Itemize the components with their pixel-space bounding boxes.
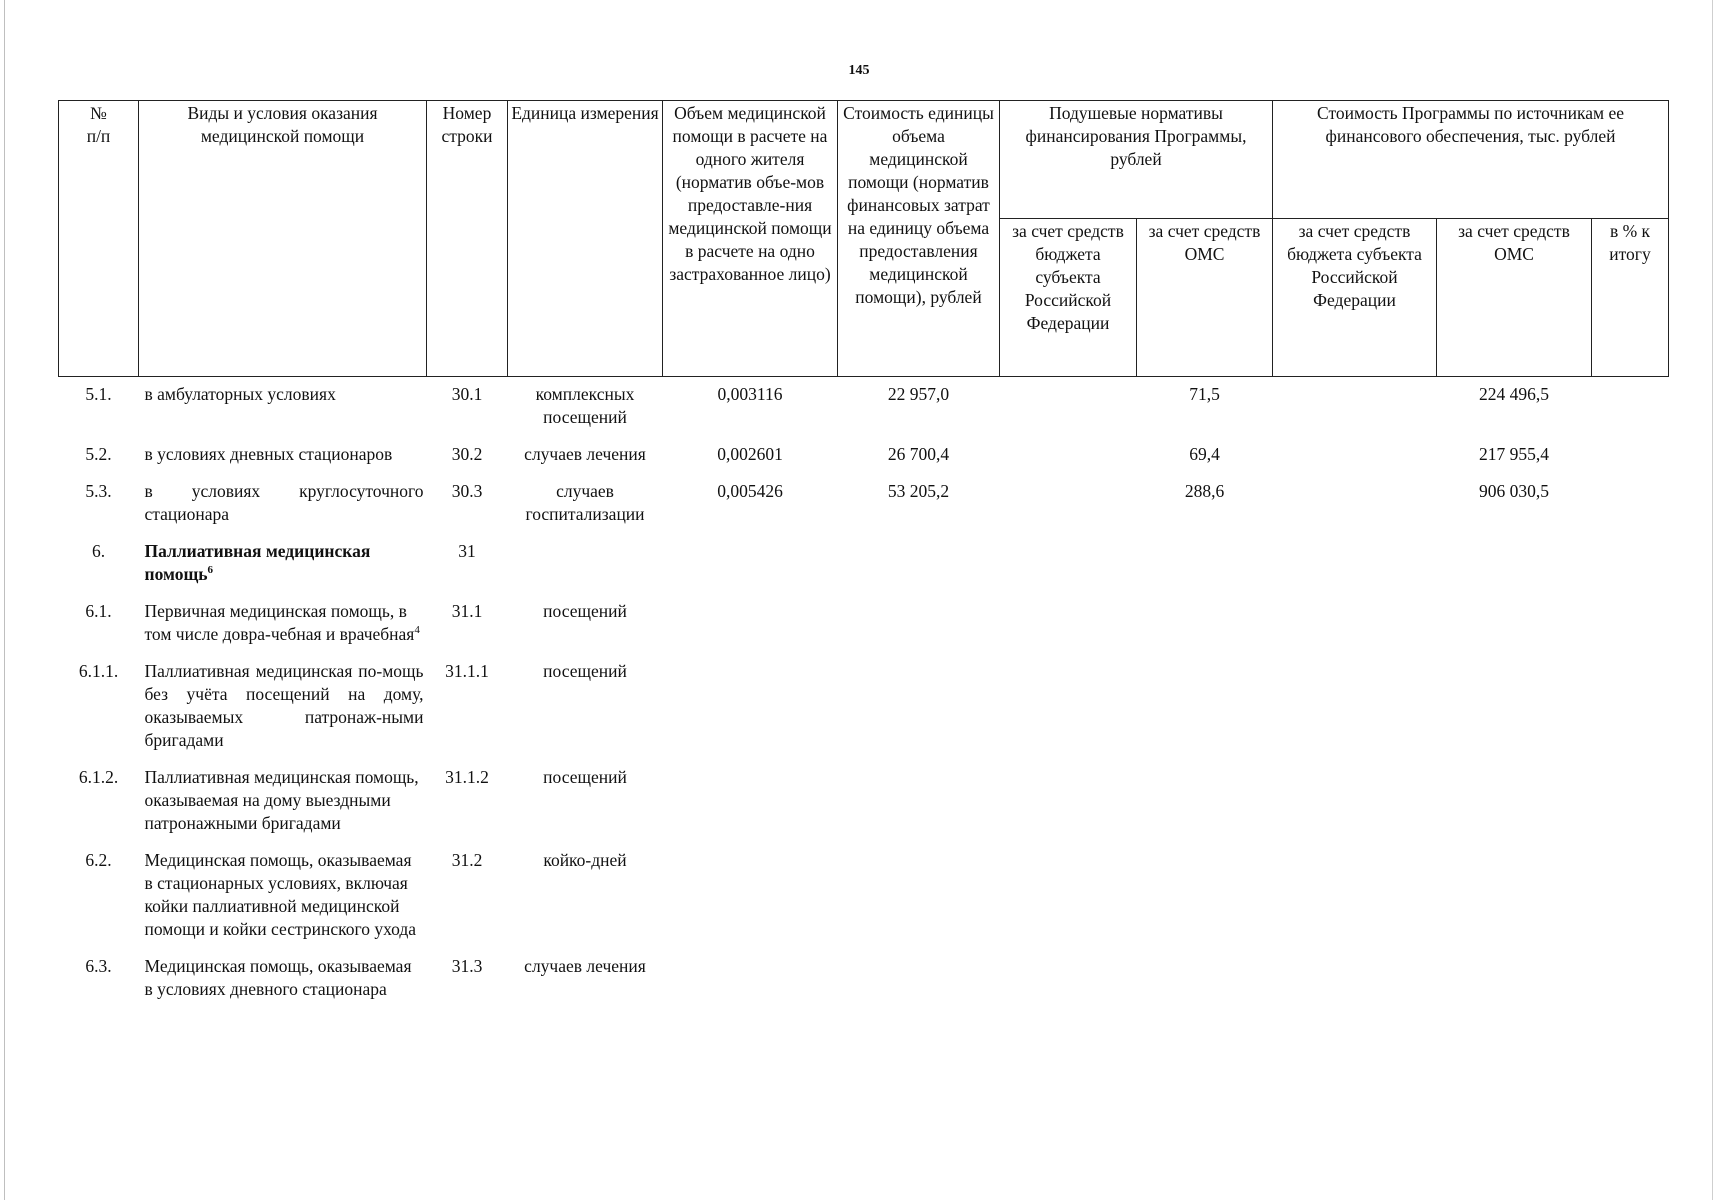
row-cost-budget	[1273, 760, 1437, 843]
row-line-number	[427, 534, 508, 594]
row-unit	[508, 949, 663, 1009]
row-unit-cost	[838, 474, 1000, 534]
row-line-number-text: 30.3	[451, 481, 483, 501]
scan-edge-left	[4, 0, 5, 1200]
header-volume: Объем медицинской помощи в расчете на одного жителя (норматив объе-мов предоставле-ния медицинской помощи в расчете на одно застрахованное лицо)	[663, 101, 838, 377]
row-cost-oms	[1437, 594, 1592, 654]
row-line-number	[427, 654, 508, 760]
row-care-type	[139, 474, 427, 534]
row-line-number-text: 30.1	[451, 384, 483, 404]
row-volume	[663, 949, 838, 1009]
row-unit-cost	[838, 949, 1000, 1009]
row-unit-cost	[838, 654, 1000, 760]
row-volume-text: 0,005426	[717, 481, 783, 501]
row-line-number-text: 30.2	[451, 444, 483, 464]
row-line-number-text: 31	[458, 541, 476, 561]
header-cost-budget: за счет средств бюджета субъекта Российской Федерации	[1273, 219, 1437, 377]
row-unit-cost-text: 22 957,0	[887, 384, 950, 404]
row-line-number	[427, 949, 508, 1009]
row-unit	[508, 534, 663, 594]
row-unit-text: комплексных посещений	[535, 384, 635, 427]
row-care-type-text: Медицинская помощь, оказываемая в стационарных условиях, включая койки паллиативной медицинской помощи и койки сестринского ухода	[144, 850, 417, 939]
table-row	[59, 377, 1669, 438]
row-unit	[508, 760, 663, 843]
row-unit-text: посещений	[543, 767, 627, 787]
row-volume-text: 0,003116	[717, 384, 783, 404]
header-norm-oms: за счет средств ОМС	[1137, 219, 1273, 377]
row-norm-budget	[1000, 594, 1137, 654]
row-cost-oms	[1437, 654, 1592, 760]
header-per-capita-norms: Подушевые нормативы финансирования Программы, рублей	[1000, 101, 1273, 219]
row-unit-cost	[838, 843, 1000, 949]
row-number-text: 5.1.	[85, 384, 112, 404]
row-norm-oms	[1137, 654, 1273, 760]
row-cost-oms	[1437, 949, 1592, 1009]
row-line-number	[427, 437, 508, 474]
row-unit-text: случаев лечения	[524, 444, 646, 464]
row-norm-budget	[1000, 760, 1137, 843]
row-unit-text: случаев госпитализации	[525, 481, 645, 524]
row-cost-oms-text: 217 955,4	[1479, 444, 1549, 464]
row-unit-cost	[838, 594, 1000, 654]
row-line-number-text: 31.3	[451, 956, 483, 976]
row-cost-oms	[1437, 377, 1592, 438]
row-unit-cost	[838, 377, 1000, 438]
row-norm-budget	[1000, 534, 1137, 594]
header-care-type: Виды и условия оказания медицинской помощи	[139, 101, 427, 377]
scan-edge-right	[1712, 0, 1713, 1200]
row-norm-budget	[1000, 474, 1137, 534]
table-row	[59, 474, 1669, 534]
row-norm-budget	[1000, 437, 1137, 474]
row-number	[59, 843, 139, 949]
row-cost-percent	[1592, 594, 1669, 654]
row-norm-oms-text: 71,5	[1189, 384, 1220, 404]
row-cost-oms	[1437, 534, 1592, 594]
row-norm-budget	[1000, 654, 1137, 760]
header-unit-cost: Стоимость единицы объема медицинской помощи (норматив финансовых затрат на единицу объема предоставления медицинской помощи), рублей	[838, 101, 1000, 377]
program-cost-table	[58, 100, 1669, 1009]
row-unit-text: случаев лечения	[524, 956, 646, 976]
table-header	[59, 101, 1669, 377]
row-cost-budget	[1273, 474, 1437, 534]
row-cost-budget	[1273, 843, 1437, 949]
row-line-number	[427, 474, 508, 534]
row-unit	[508, 474, 663, 534]
row-cost-oms	[1437, 760, 1592, 843]
row-volume	[663, 437, 838, 474]
row-norm-oms	[1137, 843, 1273, 949]
row-cost-percent	[1592, 760, 1669, 843]
row-unit-cost-text: 53 205,2	[887, 481, 950, 501]
row-line-number-text: 31.1.2	[445, 767, 489, 787]
row-volume-text: 0,002601	[717, 444, 783, 464]
row-number	[59, 654, 139, 760]
table-row	[59, 534, 1669, 594]
row-norm-oms-text: 69,4	[1189, 444, 1220, 464]
row-care-type	[139, 760, 427, 843]
row-volume	[663, 594, 838, 654]
row-unit	[508, 377, 663, 438]
row-norm-budget	[1000, 843, 1137, 949]
row-unit	[508, 594, 663, 654]
header-cost-percent: в % к итогу	[1592, 219, 1669, 377]
row-norm-oms	[1137, 377, 1273, 438]
row-cost-budget	[1273, 377, 1437, 438]
row-unit	[508, 843, 663, 949]
table-row	[59, 437, 1669, 474]
row-number	[59, 594, 139, 654]
header-cost-oms: за счет средств ОМС	[1437, 219, 1592, 377]
row-care-type	[139, 949, 427, 1009]
row-line-number-text: 31.2	[451, 850, 483, 870]
row-volume	[663, 474, 838, 534]
row-volume	[663, 760, 838, 843]
row-cost-oms	[1437, 437, 1592, 474]
row-norm-oms	[1137, 949, 1273, 1009]
table-row	[59, 594, 1669, 654]
row-care-type-text: в условиях дневных стационаров	[144, 444, 393, 464]
page-number: 145	[848, 63, 870, 78]
row-care-type	[139, 437, 427, 474]
row-number-text: 6.	[91, 541, 106, 561]
table-row	[59, 760, 1669, 843]
row-cost-oms	[1437, 843, 1592, 949]
row-care-type-text: Первичная медицинская помощь, в том числе довра-чебная и врачебная	[144, 601, 415, 644]
row-number	[59, 949, 139, 1009]
row-number-text: 6.1.2.	[78, 767, 119, 787]
row-cost-percent	[1592, 437, 1669, 474]
row-line-number	[427, 843, 508, 949]
row-unit-text: посещений	[543, 601, 627, 621]
row-line-number-text: 31.1.1	[445, 661, 489, 681]
row-number	[59, 760, 139, 843]
row-norm-budget	[1000, 377, 1137, 438]
row-unit-cost	[838, 437, 1000, 474]
row-care-type	[139, 377, 427, 438]
row-line-number	[427, 377, 508, 438]
row-cost-oms-text: 224 496,5	[1479, 384, 1549, 404]
row-cost-budget	[1273, 949, 1437, 1009]
row-number-text: 5.3.	[85, 481, 112, 501]
row-care-type	[139, 594, 427, 654]
footnote-marker: 4	[414, 624, 420, 637]
row-care-type	[139, 654, 427, 760]
row-number	[59, 534, 139, 594]
row-care-type-text: в условиях круглосуточного стационара	[144, 481, 424, 524]
row-unit-cost	[838, 760, 1000, 843]
row-unit-cost	[838, 534, 1000, 594]
table-row	[59, 949, 1669, 1009]
header-norm-budget: за счет средств бюджета субъекта Российской Федерации	[1000, 219, 1137, 377]
row-cost-percent	[1592, 654, 1669, 760]
row-cost-budget	[1273, 534, 1437, 594]
row-cost-percent	[1592, 474, 1669, 534]
row-cost-budget	[1273, 594, 1437, 654]
row-cost-percent	[1592, 843, 1669, 949]
row-unit	[508, 437, 663, 474]
row-cost-budget	[1273, 437, 1437, 474]
row-care-type-text: в амбулаторных условиях	[144, 384, 336, 404]
row-norm-budget	[1000, 949, 1137, 1009]
row-cost-percent	[1592, 949, 1669, 1009]
row-number	[59, 437, 139, 474]
row-number	[59, 377, 139, 438]
row-norm-oms	[1137, 437, 1273, 474]
header-line-number: Номер строки	[427, 101, 508, 377]
row-unit-cost-text: 26 700,4	[887, 444, 950, 464]
row-norm-oms	[1137, 760, 1273, 843]
row-norm-oms	[1137, 474, 1273, 534]
row-number-text: 6.1.	[85, 601, 112, 621]
row-number-text: 6.2.	[85, 850, 112, 870]
row-line-number	[427, 594, 508, 654]
table-body	[59, 377, 1669, 1010]
footnote-marker: 6	[207, 564, 213, 577]
row-number	[59, 474, 139, 534]
row-norm-oms-text: 288,6	[1184, 481, 1225, 501]
row-volume	[663, 534, 838, 594]
row-cost-percent	[1592, 377, 1669, 438]
row-care-type	[139, 534, 427, 594]
header-unit: Единица измерения	[508, 101, 663, 377]
header-number: № п/п	[59, 101, 139, 377]
row-cost-oms	[1437, 474, 1592, 534]
row-care-type-text: Паллиативная медицинская помощь	[144, 541, 371, 584]
row-volume	[663, 377, 838, 438]
row-line-number	[427, 760, 508, 843]
row-volume	[663, 843, 838, 949]
row-volume	[663, 654, 838, 760]
row-care-type-text: Паллиативная медицинская по-мощь без учёта посещений на дому, оказываемых патронаж-ными бригадами	[144, 661, 424, 750]
row-unit-text: посещений	[543, 661, 627, 681]
row-care-type-text: Медицинская помощь, оказываемая в условиях дневного стационара	[144, 956, 412, 999]
row-cost-oms-text: 906 030,5	[1479, 481, 1549, 501]
row-unit	[508, 654, 663, 760]
row-number-text: 5.2.	[85, 444, 112, 464]
row-care-type	[139, 843, 427, 949]
row-care-type-text: Паллиативная медицинская помощь, оказываемая на дому выездными патронажными бригадами	[144, 767, 419, 833]
row-norm-oms	[1137, 594, 1273, 654]
table-row	[59, 843, 1669, 949]
table-row	[59, 654, 1669, 760]
row-cost-percent	[1592, 534, 1669, 594]
row-number-text: 6.1.1.	[78, 661, 119, 681]
row-cost-budget	[1273, 654, 1437, 760]
row-line-number-text: 31.1	[451, 601, 483, 621]
header-program-cost: Стоимость Программы по источникам ее финансового обеспечения, тыс. рублей	[1273, 101, 1669, 219]
row-unit-text: койко-дней	[543, 850, 627, 870]
row-norm-oms	[1137, 534, 1273, 594]
row-number-text: 6.3.	[85, 956, 112, 976]
